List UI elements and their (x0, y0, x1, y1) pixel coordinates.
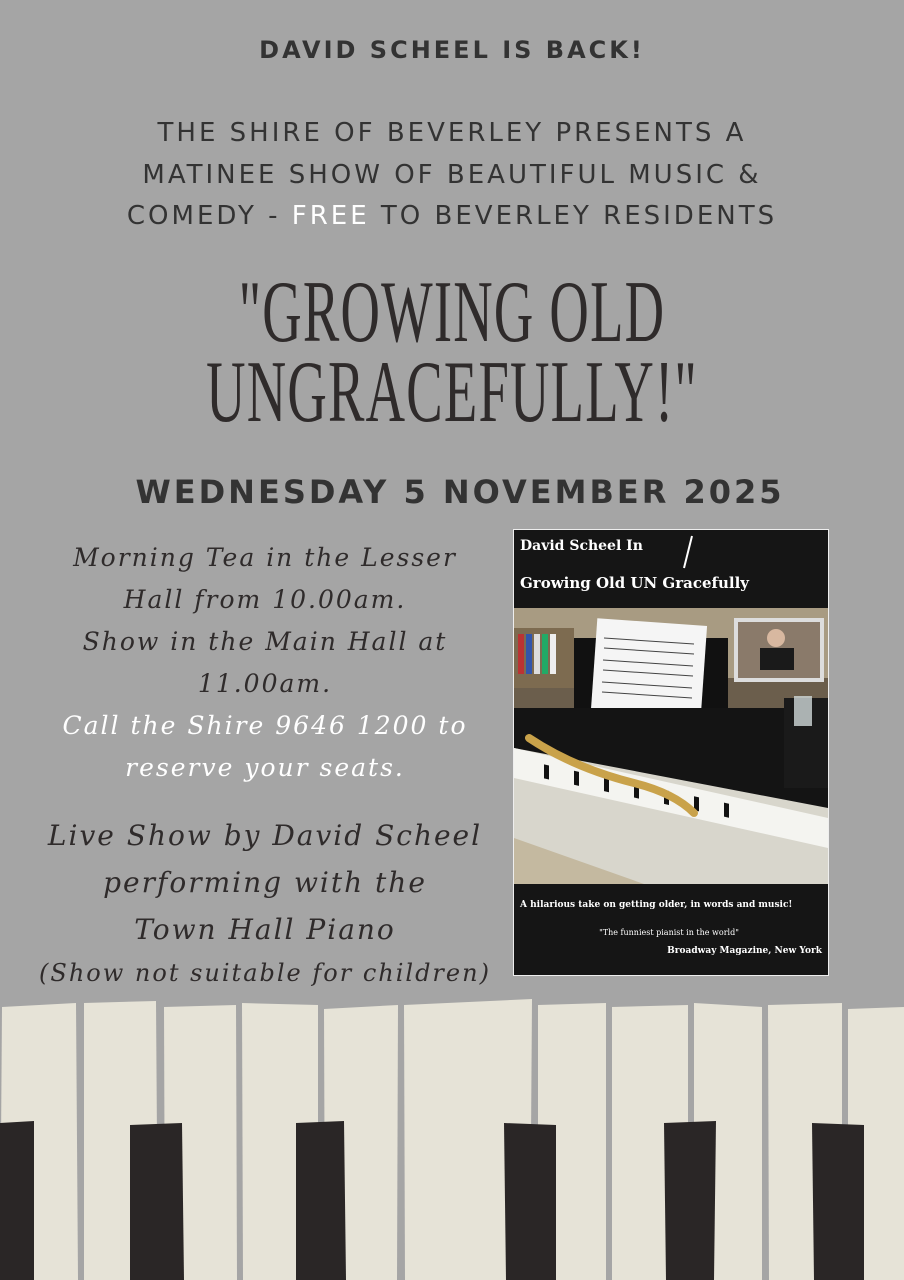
presents-line-1: THE SHIRE OF BEVERLEY PRESENTS A (157, 118, 747, 148)
presents-line-3-pre: COMEDY - (126, 201, 292, 231)
event-date: WEDNESDAY 5 NOVEMBER 2025 (135, 473, 785, 511)
details-line-3: Show in the Main Hall at (82, 627, 448, 656)
poster-caption: A hilarious take on getting older, in words and music! (520, 900, 793, 910)
show-poster (513, 529, 829, 976)
piano-keyboard-graphic (0, 995, 904, 1280)
piano-photo (514, 608, 828, 884)
details-line-1: Morning Tea in the Lesser (73, 543, 457, 572)
poster-heading-1: David Scheel In (520, 538, 643, 554)
black-key (0, 1121, 34, 1280)
live-line-3: Town Hall Piano (134, 913, 396, 946)
live-show-info (30, 812, 500, 993)
event-details (30, 537, 500, 789)
black-key (812, 1123, 864, 1280)
black-key (664, 1121, 716, 1280)
show-title-line-2: UNGRACEFULLY!" (206, 344, 698, 441)
presents-line-3 (0, 201, 904, 231)
details-line-4: 11.00am. (197, 669, 333, 698)
poster-quote: "The funniest pianist in the world" (599, 928, 739, 937)
kicker-heading: DAVID SCHEEL IS BACK! (259, 36, 645, 64)
live-line-1: Live Show by David Scheel (47, 819, 483, 852)
details-line-2: Hall from 10.00am. (123, 585, 407, 614)
black-key (130, 1123, 184, 1280)
poster-source: Broadway Magazine, New York (667, 946, 822, 956)
presents-line-3-post: TO BEVERLEY RESIDENTS (369, 201, 778, 231)
live-line-2: performing with the (103, 866, 427, 899)
show-title-line-1: "GROWING OLD (238, 264, 666, 361)
call-line-2: reserve your seats. (125, 753, 405, 782)
poster-heading-2: Growing Old UN Gracefully (520, 574, 750, 592)
black-key (296, 1121, 346, 1280)
age-note: (Show not suitable for children) (39, 959, 491, 987)
call-line-1: Call the Shire 9646 1200 to (62, 711, 468, 740)
free-highlight: FREE (291, 201, 370, 231)
black-key (504, 1123, 556, 1280)
presents-line-2: MATINEE SHOW OF BEAUTIFUL MUSIC & (142, 160, 762, 190)
strike-mark (674, 532, 704, 572)
